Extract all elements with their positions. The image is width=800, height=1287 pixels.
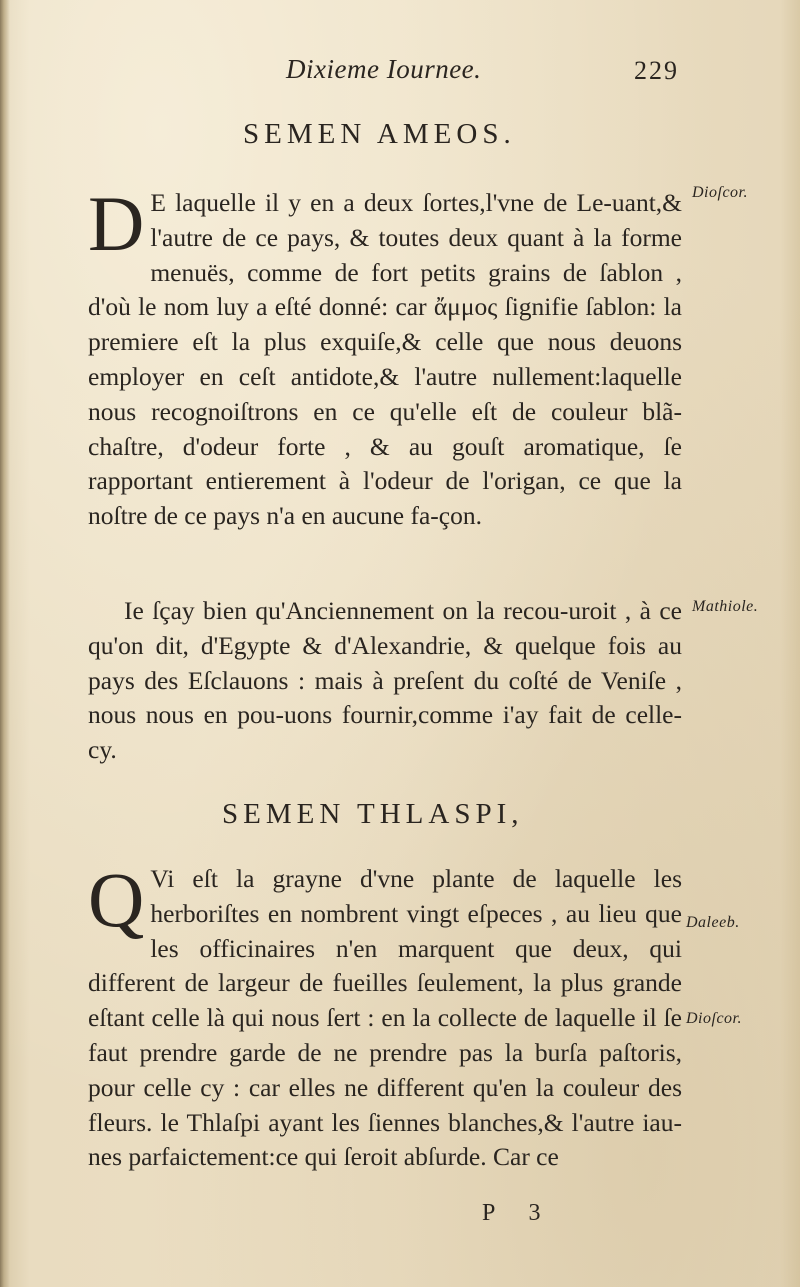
page-edge-shadow bbox=[0, 0, 10, 1287]
paragraph-ameos-1 bbox=[88, 180, 682, 534]
drop-cap: D bbox=[88, 180, 145, 267]
drop-cap: Q bbox=[88, 856, 145, 943]
marginal-note: Daleeb. bbox=[686, 914, 740, 931]
signature-mark: P 3 bbox=[482, 1200, 555, 1226]
marginal-note: Mathiole. bbox=[692, 598, 759, 615]
paragraph-thlaspi-1 bbox=[88, 856, 682, 1175]
paragraph-ameos-2 bbox=[88, 594, 682, 768]
page-number: 229 bbox=[634, 56, 679, 85]
marginal-note: Dioſcor. bbox=[686, 1010, 742, 1027]
marginal-note: Dioſcor. bbox=[692, 184, 748, 201]
running-title: Dixieme Iournee. bbox=[286, 54, 482, 84]
paragraph-text: Vi eſt la grayne d'vne plante de laquelle les herboriſtes en nombrent vingt eſpeces , au lieu que les officinaires n'en marquent que deux, qui different de largeur de fueilles ſeulement, la plus grande eſtant celle là qui nous ſert : en la collecte de laquelle il ſe faut prendre garde de ne prendre pas la burſa paſtoris, pour celle cy : car elles ne different qu'en la couleur des fleurs. le Thlaſpi ayant les ſiennes blanches,& l'autre iau-nes parfaictement:ce qui ſeroit abſurde. Car ce bbox=[88, 864, 682, 1172]
section-heading-text: SEMEN AMEOS. bbox=[243, 118, 516, 150]
running-head bbox=[0, 54, 800, 94]
section-heading-text: SEMEN THLASPI, bbox=[222, 798, 524, 830]
paragraph-text: E laquelle il y en a deux ſortes,l'vne de Le-uant,& l'autre de ce pays, & toutes deux quant à la forme menuës, comme de fort petits grains de ſablon , d'où le nom luy a eſté donné: car ἄμμος ſignifie ſablon: la premiere eſt la plus exquiſe,& celle que nous deuons employer en ceſt antidote,& l'autre nullement:laquelle nous recognoiſtrons en ce qu'elle eſt de couleur blã-chaſtre, d'odeur forte , & au gouſt aromatique, ſe rapportant entierement à l'odeur de l'origan, ce que la noſtre de ce pays n'a en aucune fa-çon. bbox=[88, 188, 682, 531]
paragraph-text: Ie ſçay bien qu'Anciennement on la recou-uroit , à ce qu'on dit, d'Egypte & d'Alexandrie, & quelque fois au pays des Eſclauons : mais à preſent du coſté de Veniſe , nous nous en pou-uons fournir,comme i'ay fait de celle-cy. bbox=[88, 596, 682, 765]
